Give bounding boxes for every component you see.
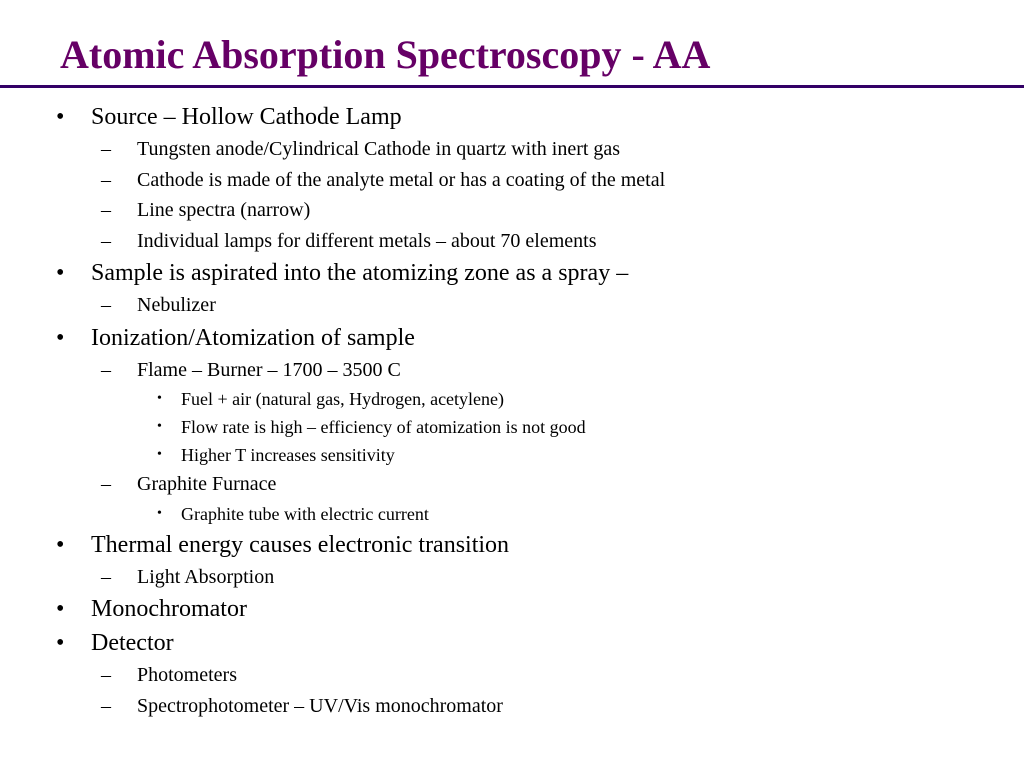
bullet-level-2 — [0, 290, 1024, 321]
bullet-text: Tungsten anode/Cylindrical Cathode in quartz with inert gas — [137, 138, 621, 160]
bullet-marker: • — [56, 596, 65, 622]
bullet-level-2 — [0, 660, 1024, 691]
bullet-text: Graphite Furnace — [137, 473, 277, 495]
bullet-marker: • — [157, 505, 162, 521]
dash-marker: – — [101, 168, 111, 191]
dash-marker: – — [101, 694, 111, 717]
bullet-marker: • — [157, 447, 162, 462]
bullet-text: Light Absorption — [137, 565, 275, 588]
bullet-text: Source – Hollow Cathode Lamp — [91, 104, 402, 130]
bullet-level-1 — [0, 322, 1024, 355]
bullet-text: Photometers — [137, 664, 237, 686]
bullet-marker: • — [157, 419, 162, 434]
bullet-text: Thermal energy causes electronic transition — [91, 531, 510, 558]
bullet-level-1 — [0, 529, 1024, 562]
bullet-text: Nebulizer — [137, 294, 216, 316]
bullet-level-1 — [0, 257, 1024, 290]
bullet-level-3 — [0, 441, 1024, 469]
bullet-level-2 — [0, 195, 1024, 226]
bullet-marker: • — [56, 104, 65, 130]
bullet-level-2 — [0, 165, 1024, 196]
dash-marker: – — [101, 229, 111, 252]
bullet-level-2 — [0, 226, 1024, 257]
bullet-text: Cathode is made of the analyte metal or has a coating of the metal — [137, 168, 666, 191]
bullet-text: Fuel + air (natural gas, Hydrogen, acetylene) — [181, 389, 505, 409]
bullet-list — [0, 100, 1024, 721]
bullet-text: Higher T increases sensitivity — [181, 445, 395, 465]
dash-marker: – — [101, 138, 111, 160]
dash-marker: – — [101, 565, 111, 588]
bullet-level-3 — [0, 413, 1024, 441]
bullet-level-3 — [0, 385, 1024, 413]
bullet-text: Individual lamps for different metals – about 70 elements — [137, 229, 597, 252]
title-divider — [0, 85, 1024, 88]
bullet-text: Ionization/Atomization of sample — [91, 324, 415, 351]
dash-marker: – — [101, 358, 111, 381]
slide-title: Atomic Absorption Spectroscopy - AA — [60, 32, 711, 77]
bullet-text: Detector — [91, 630, 174, 656]
bullet-level-3 — [0, 500, 1024, 528]
bullet-level-2 — [0, 134, 1024, 165]
bullet-marker: • — [157, 391, 162, 406]
bullet-marker: • — [56, 630, 65, 656]
bullet-text: Graphite tube with electric current — [181, 503, 429, 524]
dash-marker: – — [101, 294, 111, 316]
bullet-level-1 — [0, 101, 1024, 134]
bullet-marker: • — [56, 260, 65, 286]
bullet-text: Sample is aspirated into the atomizing zone as a spray – — [91, 260, 629, 286]
bullet-text: Monochromator — [91, 596, 247, 622]
bullet-text: Spectrophotometer – UV/Vis monochromator — [137, 694, 503, 717]
bullet-level-1 — [0, 593, 1024, 626]
dash-marker: – — [101, 473, 111, 495]
dash-marker: – — [101, 664, 111, 686]
bullet-marker: • — [56, 324, 65, 351]
bullet-text: Flow rate is high – efficiency of atomization is not good — [181, 417, 586, 437]
bullet-text: Flame – Burner – 1700 – 3500 C — [137, 358, 401, 381]
bullet-level-2 — [0, 469, 1024, 500]
dash-marker: – — [101, 199, 111, 221]
bullet-level-2 — [0, 562, 1024, 593]
bullet-text: Line spectra (narrow) — [137, 199, 311, 221]
bullet-level-1 — [0, 627, 1024, 660]
bullet-level-2 — [0, 355, 1024, 386]
bullet-level-2 — [0, 691, 1024, 722]
bullet-marker: • — [56, 531, 65, 558]
